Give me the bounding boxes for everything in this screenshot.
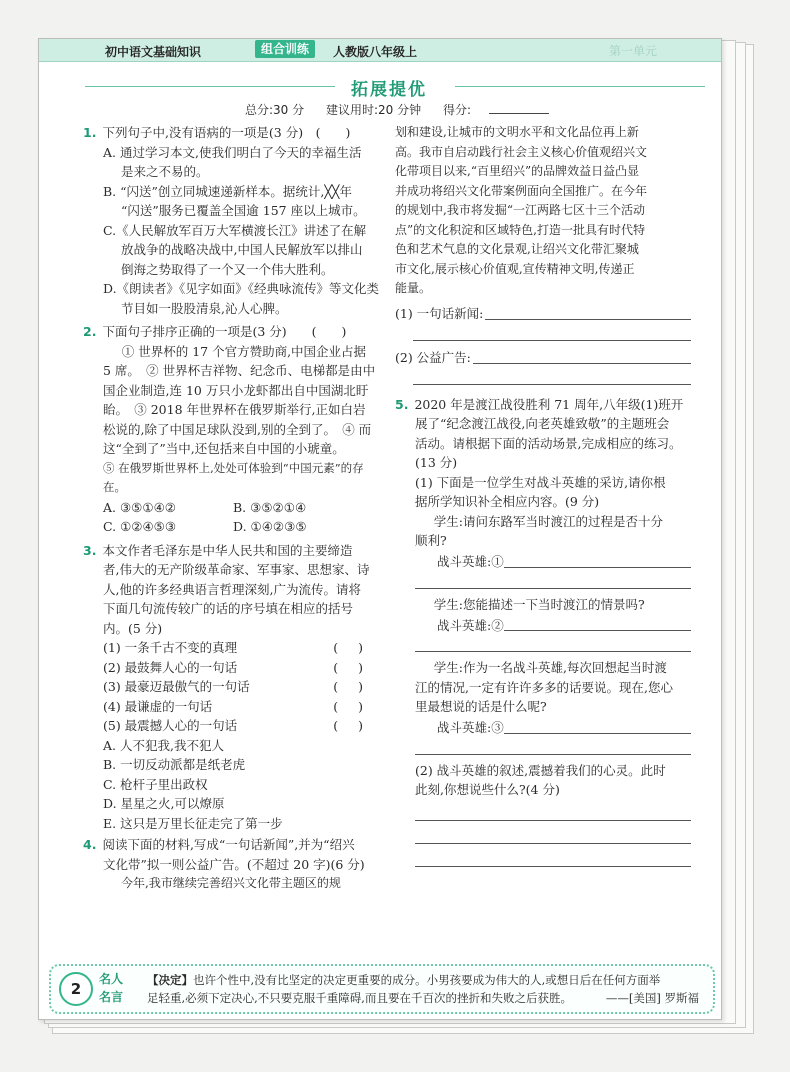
q3-answer-slot[interactable]: () — [333, 698, 383, 714]
q3-choice-c: C. 枪杆子里出政权 — [103, 776, 208, 792]
q3-number: 3. — [83, 542, 97, 558]
edition-label: 人教版八年级上 — [333, 45, 418, 59]
q2-line: 5 席。 ② 世界杯吉祥物、纪念币、电梯都是由中 — [103, 363, 376, 378]
q4-answer-2 — [395, 347, 691, 368]
q4-number: 4. — [83, 837, 97, 852]
q2-options-row-2 — [83, 517, 383, 537]
score-blank[interactable] — [489, 113, 549, 114]
q5-hero-2: 战斗英雄:② — [395, 614, 691, 635]
q3-answer-slot[interactable]: () — [333, 718, 383, 733]
q4-passage-line: 市文化,展示核心价值观,宣传精神文明,传递正 — [395, 261, 635, 276]
q5-hero-1-line-2[interactable] — [415, 572, 691, 589]
q5-hero-2-line[interactable] — [504, 614, 691, 631]
left-column — [83, 123, 383, 894]
q4-stem-1: 4. 阅读下面的材料,写成“一句话新闻”,并为“绍兴 — [83, 837, 355, 852]
q5-part2-answer-line[interactable] — [415, 804, 691, 821]
q2-number: 2. — [83, 324, 97, 339]
q5-hero-3: 战斗英雄:③ — [395, 717, 691, 738]
q1-option-d-2: 节目如一股股清泉,沁人心脾。 — [121, 300, 288, 316]
q5-stem-line: (13 分) — [415, 455, 458, 470]
q3-stem-line: 下面几句流传较广的话的序号填在相应的括号 — [103, 601, 354, 616]
q2-option-d[interactable]: D. ①④②③⑤ — [233, 519, 307, 534]
total-score: 总分:30 分 — [245, 103, 305, 117]
q4-passage-line: 化带项目以来,“百里绍兴”的品牌效益日益凸显 — [395, 164, 640, 178]
q3-item-2: (2) 最鼓舞人心的一句话 () — [83, 658, 383, 678]
q3-stem-1: 3. 本文作者毛泽东是中华人民共和国的主要缔造 — [83, 542, 353, 558]
q2-option-b[interactable]: B. ③⑤②①④ — [233, 499, 307, 515]
q5-student-q3-cont: 里最想说的话是什么呢? — [415, 699, 547, 714]
q5-hero-2-line-2[interactable] — [415, 635, 691, 652]
quote-attribution: ——[美国] 罗斯福 — [605, 991, 699, 1005]
q2-line: ① 世界杯的 17 个官方赞助商,中国企业占据 — [121, 343, 367, 359]
q4-answer-1 — [395, 303, 691, 324]
title-rule-left — [85, 86, 335, 87]
q3-choice-a: A. 人不犯我,我不犯人 — [103, 737, 224, 753]
q5-student-q3: 学生:作为一名战斗英雄,每次回想起当时渡 — [433, 660, 667, 675]
q2-option-c[interactable]: C. ①②④⑤③ — [103, 519, 177, 534]
q5-student-q1-cont: 顺利? — [415, 533, 447, 548]
q3-item-5: (5) 最震撼人心的一句话 () — [83, 716, 383, 736]
page-number: 2 — [59, 972, 93, 1006]
q3-stem-line: 人,他的许多经典语言哲理深刻,广为流传。请将 — [103, 581, 361, 597]
q5-hero-1-line[interactable] — [504, 551, 691, 568]
q5-stem-line: 展了“纪念渡江战役,向老英雄致敬”的主题班会 — [415, 416, 670, 431]
q3-choice-e: E. 这只是万里长征走完了第一步 — [103, 815, 283, 831]
q5-hero-3-line[interactable] — [504, 717, 691, 734]
q3-choice-d: D. 星星之火,可以燎原 — [103, 796, 225, 811]
q4-answer-2-line[interactable] — [473, 347, 691, 364]
q5-part2-line: 此刻,你想说些什么?(4 分) — [415, 782, 560, 797]
q5-student-q3-cont: 江的情况,一定有许许多多的话要说。现在,您心 — [415, 679, 673, 695]
q3-answer-slot[interactable]: () — [333, 640, 383, 655]
q4-passage-line: 色和艺术气息的文化景观,让绍兴文化带汇聚城 — [395, 242, 639, 256]
q1-option-c-1: C.《人民解放军百万大军横渡长江》讲述了在解 — [103, 222, 367, 238]
header-bar — [39, 39, 721, 62]
q5-student-q1: 学生:请问东路军当时渡江的过程是否十分 — [433, 513, 663, 529]
q5-stem-1: 5. 2020 年是渡江战役胜利 71 周年,八年级(1)班开 — [395, 396, 684, 412]
unit-ghost-text: 第一单元 — [609, 44, 658, 58]
q1-option-c-3: 倒海之势取得了一个又一个伟大胜利。 — [121, 261, 334, 277]
q1-option-a-2: 是来之不易的。 — [121, 164, 209, 179]
q3-item-4: (4) 最谦虚的一句话 () — [83, 697, 383, 717]
section-title-band — [75, 71, 721, 101]
q5-hero-1: 战斗英雄:① — [395, 551, 691, 572]
q5-hero-3-line-2[interactable] — [415, 738, 691, 755]
q5-part1-line: 据所学知识补全相应内容。(9 分) — [415, 494, 600, 509]
q4-passage-line: 并成功将绍兴文化带案例面向全国推广。在今年 — [395, 183, 648, 198]
q1-option-b-1: B. “闪送”创立同城速递新样本。据统计,╳╳年 — [103, 183, 352, 199]
q3-answer-slot[interactable]: () — [333, 659, 383, 675]
q5-stem-line: 活动。请根据下面的活动场景,完成相应的练习。 — [415, 435, 682, 451]
right-column — [395, 123, 691, 873]
q4-answer-1-line[interactable] — [485, 303, 691, 320]
q4-answer-1-line-2[interactable] — [413, 324, 691, 341]
q5-number: 5. — [395, 396, 409, 412]
q4-stem-2: 文化带”拟一则公益广告。(不超过 20 字)(6 分) — [103, 856, 365, 872]
score-label: 得分: — [442, 103, 471, 117]
section-title: 拓展提优 — [351, 80, 427, 100]
q5-part1-line: (1) 下面是一位学生对战斗英雄的采访,请你根 — [415, 474, 666, 490]
q4-passage-line: 点”的文化积淀和区域特色,打造一批具有时代特 — [395, 222, 645, 237]
title-rule-right — [455, 86, 705, 87]
q2-line: 国企业制造,连 10 万只小龙虾都出自中国湖北盱 — [103, 382, 369, 398]
q5-part2-answer-line[interactable] — [415, 850, 691, 867]
q1-option-c-2: 放战争的战略决战中,中国人民解放军以排山 — [121, 242, 363, 257]
section-badge: 组合训练 — [255, 40, 315, 58]
q2-line: 松说的,除了中国足球队没到,别的全到了。 ④ 而 — [103, 421, 372, 437]
q1-option-b-2: “闪送”服务已覆盖全国逾 157 座以上城市。 — [121, 203, 366, 218]
q2-options-row-1 — [83, 498, 383, 518]
q5-part2-answer-line[interactable] — [415, 827, 691, 844]
q3-stem-line: 者,伟大的无产阶级革命家、军事家、思想家、诗 — [103, 562, 370, 577]
q4-passage-start: 今年,我市继续完善绍兴文化带主题区的规 — [121, 876, 341, 890]
quote-line-1: 也许个性中,没有比坚定的决定更重要的成分。小男孩要成为伟大的人,或想日后在任何方面举 — [193, 973, 661, 987]
q3-stem-line: 内。(5 分) — [103, 620, 163, 636]
q4-passage-line: 划和建设,让城市的文明水平和文化品位再上新 — [395, 125, 639, 139]
q2-stem: 2. 下面句子排序正确的一项是(3 分) ( ) — [83, 324, 347, 339]
q3-answer-slot[interactable]: () — [333, 679, 383, 694]
famous-quote-box — [49, 964, 715, 1014]
q4-answer-1-label: (1) 一句话新闻: — [395, 306, 484, 321]
score-line — [245, 101, 549, 118]
q1-option-a-1: A. 通过学习本文,使我们明白了今天的幸福生活 — [103, 144, 362, 160]
famous-quote-label: 名人 名言 — [99, 972, 124, 1004]
q5-part2-line: (2) 战斗英雄的叙述,震撼着我们的心灵。此时 — [415, 762, 666, 778]
q3-item-1: (1) 一条千古不变的真理 () — [83, 638, 383, 658]
q1-option-d-1: D.《朗读者》《见字如面》《经典咏流传》等文化类 — [103, 281, 380, 296]
q4-answer-2-line-2[interactable] — [413, 368, 691, 385]
quote-tag: 【决定】 — [147, 973, 193, 987]
q2-line: ⑤ 在俄罗斯世界杯上,处处可体验到“中国元素”的存在。 — [103, 460, 364, 494]
q2-option-a[interactable]: A. ③⑤①④② — [103, 499, 177, 515]
quote-text — [147, 971, 699, 1007]
q3-item-3: (3) 最豪迈最傲气的一句话 () — [83, 677, 383, 697]
q4-passage-line: 的规划中,我市将发掘“一江两路七区十三个活动 — [395, 203, 645, 217]
q2-line: 眙。 ③ 2018 年世界杯在俄罗斯举行,正如白岩 — [103, 402, 366, 417]
quote-line-2: 足轻重,必须下定决心,不只要克服千重障碍,而且要在千百次的挫折和失败之后获胜。 — [147, 991, 572, 1005]
q2-line: 这“全到了”当中,还包括来自中国的小琥童。 — [103, 441, 345, 456]
q3-choice-b: B. 一切反动派都是纸老虎 — [103, 757, 246, 772]
q4-passage-line: 能量。 — [395, 281, 432, 295]
q1-number: 1. — [83, 125, 97, 140]
q4-answer-2-label: (2) 公益广告: — [395, 350, 471, 365]
q1-stem: 1. 下列句子中,没有语病的一项是(3 分) ( ) — [83, 125, 351, 140]
book-series-title: 初中语文基础知识 — [105, 45, 202, 59]
q4-passage-line: 高。我市自启动践行社会主义核心价值观绍兴文 — [395, 144, 648, 159]
suggested-time: 建议用时:20 分钟 — [325, 103, 422, 117]
q5-student-q2: 学生:您能描述一下当时渡江的情景吗? — [433, 596, 645, 612]
workbook-page — [38, 38, 722, 1020]
